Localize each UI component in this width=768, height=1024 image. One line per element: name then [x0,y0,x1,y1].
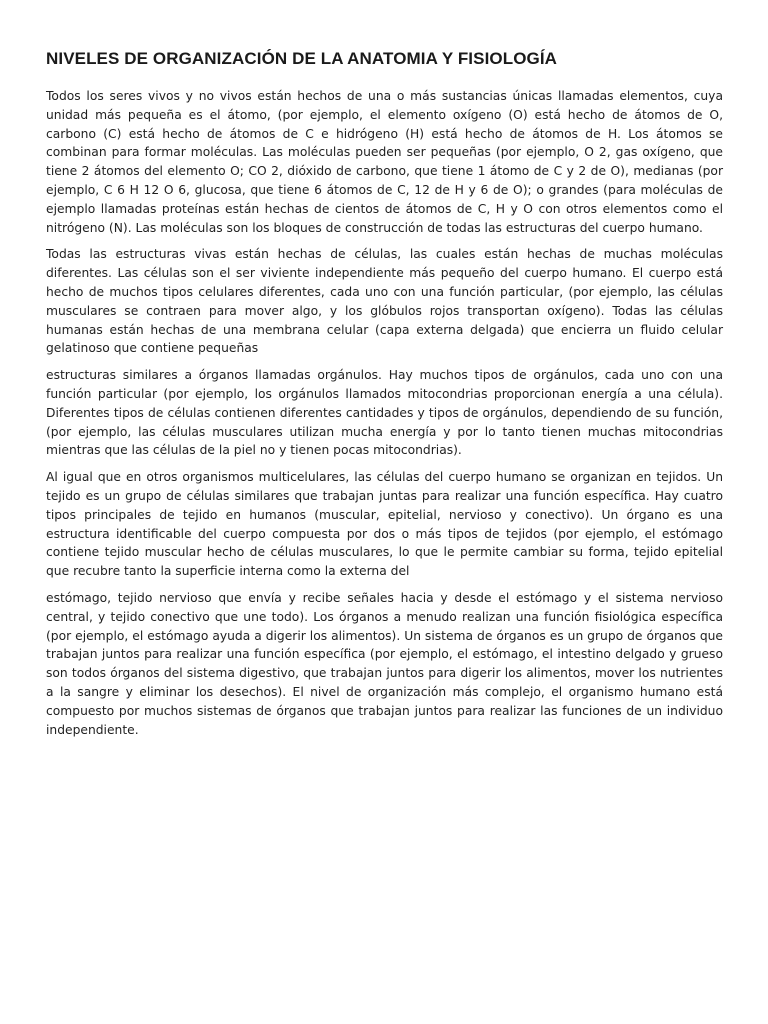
paragraph-cells: Todas las estructuras vivas están hechas de células, las cuales están hechas de muchas moléculas diferentes. Las células son el ser viviente independiente más pequeño del cuerpo humano. El cuerpo está hecho de muchos tipos celulares diferentes, cada uno con una función particular, (por ejemplo, las células musculares se contraen para mover algo, y los glóbulos rojos transportan oxígeno). Todas las células humanas están hechas de una membrana celular (capa externa delgada) que encierra un fluido celular gelatinoso que contiene pequeñas [46,247,723,356]
paragraph-elements-atoms: Todos los seres vivos y no vivos están hechos de una o más sustancias únicas llamadas elementos, cuya unidad más pequeña es el átomo, (por ejemplo, el elemento oxígeno (O) está hecho de átomos de O, carbono (C) está hecho de átomos de C e hidrógeno (H) está hecho de átomos de H. Los átomos se combinan para formar moléculas. Las moléculas pueden ser pequeñas (por ejemplo, O 2, gas oxígeno, que tiene 2 átomos del elemento O; CO 2, dióxido de carbono, que tiene 1 átomo de C y 2 de O), medianas (por ejemplo, C 6 H 12 O 6, glucosa, que tiene 6 átomos de C, 12 de H y 6 de O); o grandes (para moléculas de ejemplo llamadas proteínas están hechas de cientos de átomos de C, H y O con otros elementos como el nitrógeno (N). Las moléculas son los bloques de construcción de todas las estructuras del cuerpo humano. [46,89,723,235]
document-title: NIVELES DE ORGANIZACIÓN DE LA ANATOMIA Y FISIOLOGÍA [46,49,558,68]
paragraph-tissues-organs: Al igual que en otros organismos multicelulares, las células del cuerpo humano se organizan en tejidos. Un tejido es un grupo de células similares que trabajan juntas para realizar una función específica. Hay cuatro tipos principales de tejido en humanos (muscular, epitelial, nervioso y conectivo). Un órgano es una estructura identificable del cuerpo compuesta por dos o más tipos de tejidos (por ejemplo, el estómago contiene tejido muscular hecho de células musculares, lo que le permite cambiar su forma, tejido epitelial que recubre tanto la superficie interna como la externa del [46,470,723,579]
paragraph-organ-systems: estómago, tejido nervioso que envía y recibe señales hacia y desde el estómago y el sistema nervioso central, y tejido conectivo que une todo). Los órganos a menudo realizan una función fisiológica específica (por ejemplo, el estómago ayuda a digerir los alimentos). Un sistema de órganos es un grupo de órganos que trabajan juntos para realizar una función específica (por ejemplo, el estómago, el intestino delgado y grueso son todos órganos del sistema digestivo, que trabajan juntos para digerir los alimentos, mover los nutrientes a la sangre y eliminar los desechos). El nivel de organización más complejo, el organismo humano está compuesto por muchos sistemas de órganos que trabajan juntos para realizar las funciones de un individuo independiente. [46,590,723,737]
paragraph-organelles: estructuras similares a órganos llamadas orgánulos. Hay muchos tipos de orgánulos, cada uno con una función particular (por ejemplo, los orgánulos llamados mitocondrias proporcionan energía a una célula). Diferentes tipos de células contienen diferentes cantidades y tipos de orgánulos, dependiendo de su función, (por ejemplo, las células musculares utilizan mucha energía y por lo tanto tienen muchas mitocondrias mientras que las células de la piel no y tienen pocas mitocondrias). [46,368,723,458]
document-page [46,46,723,747]
